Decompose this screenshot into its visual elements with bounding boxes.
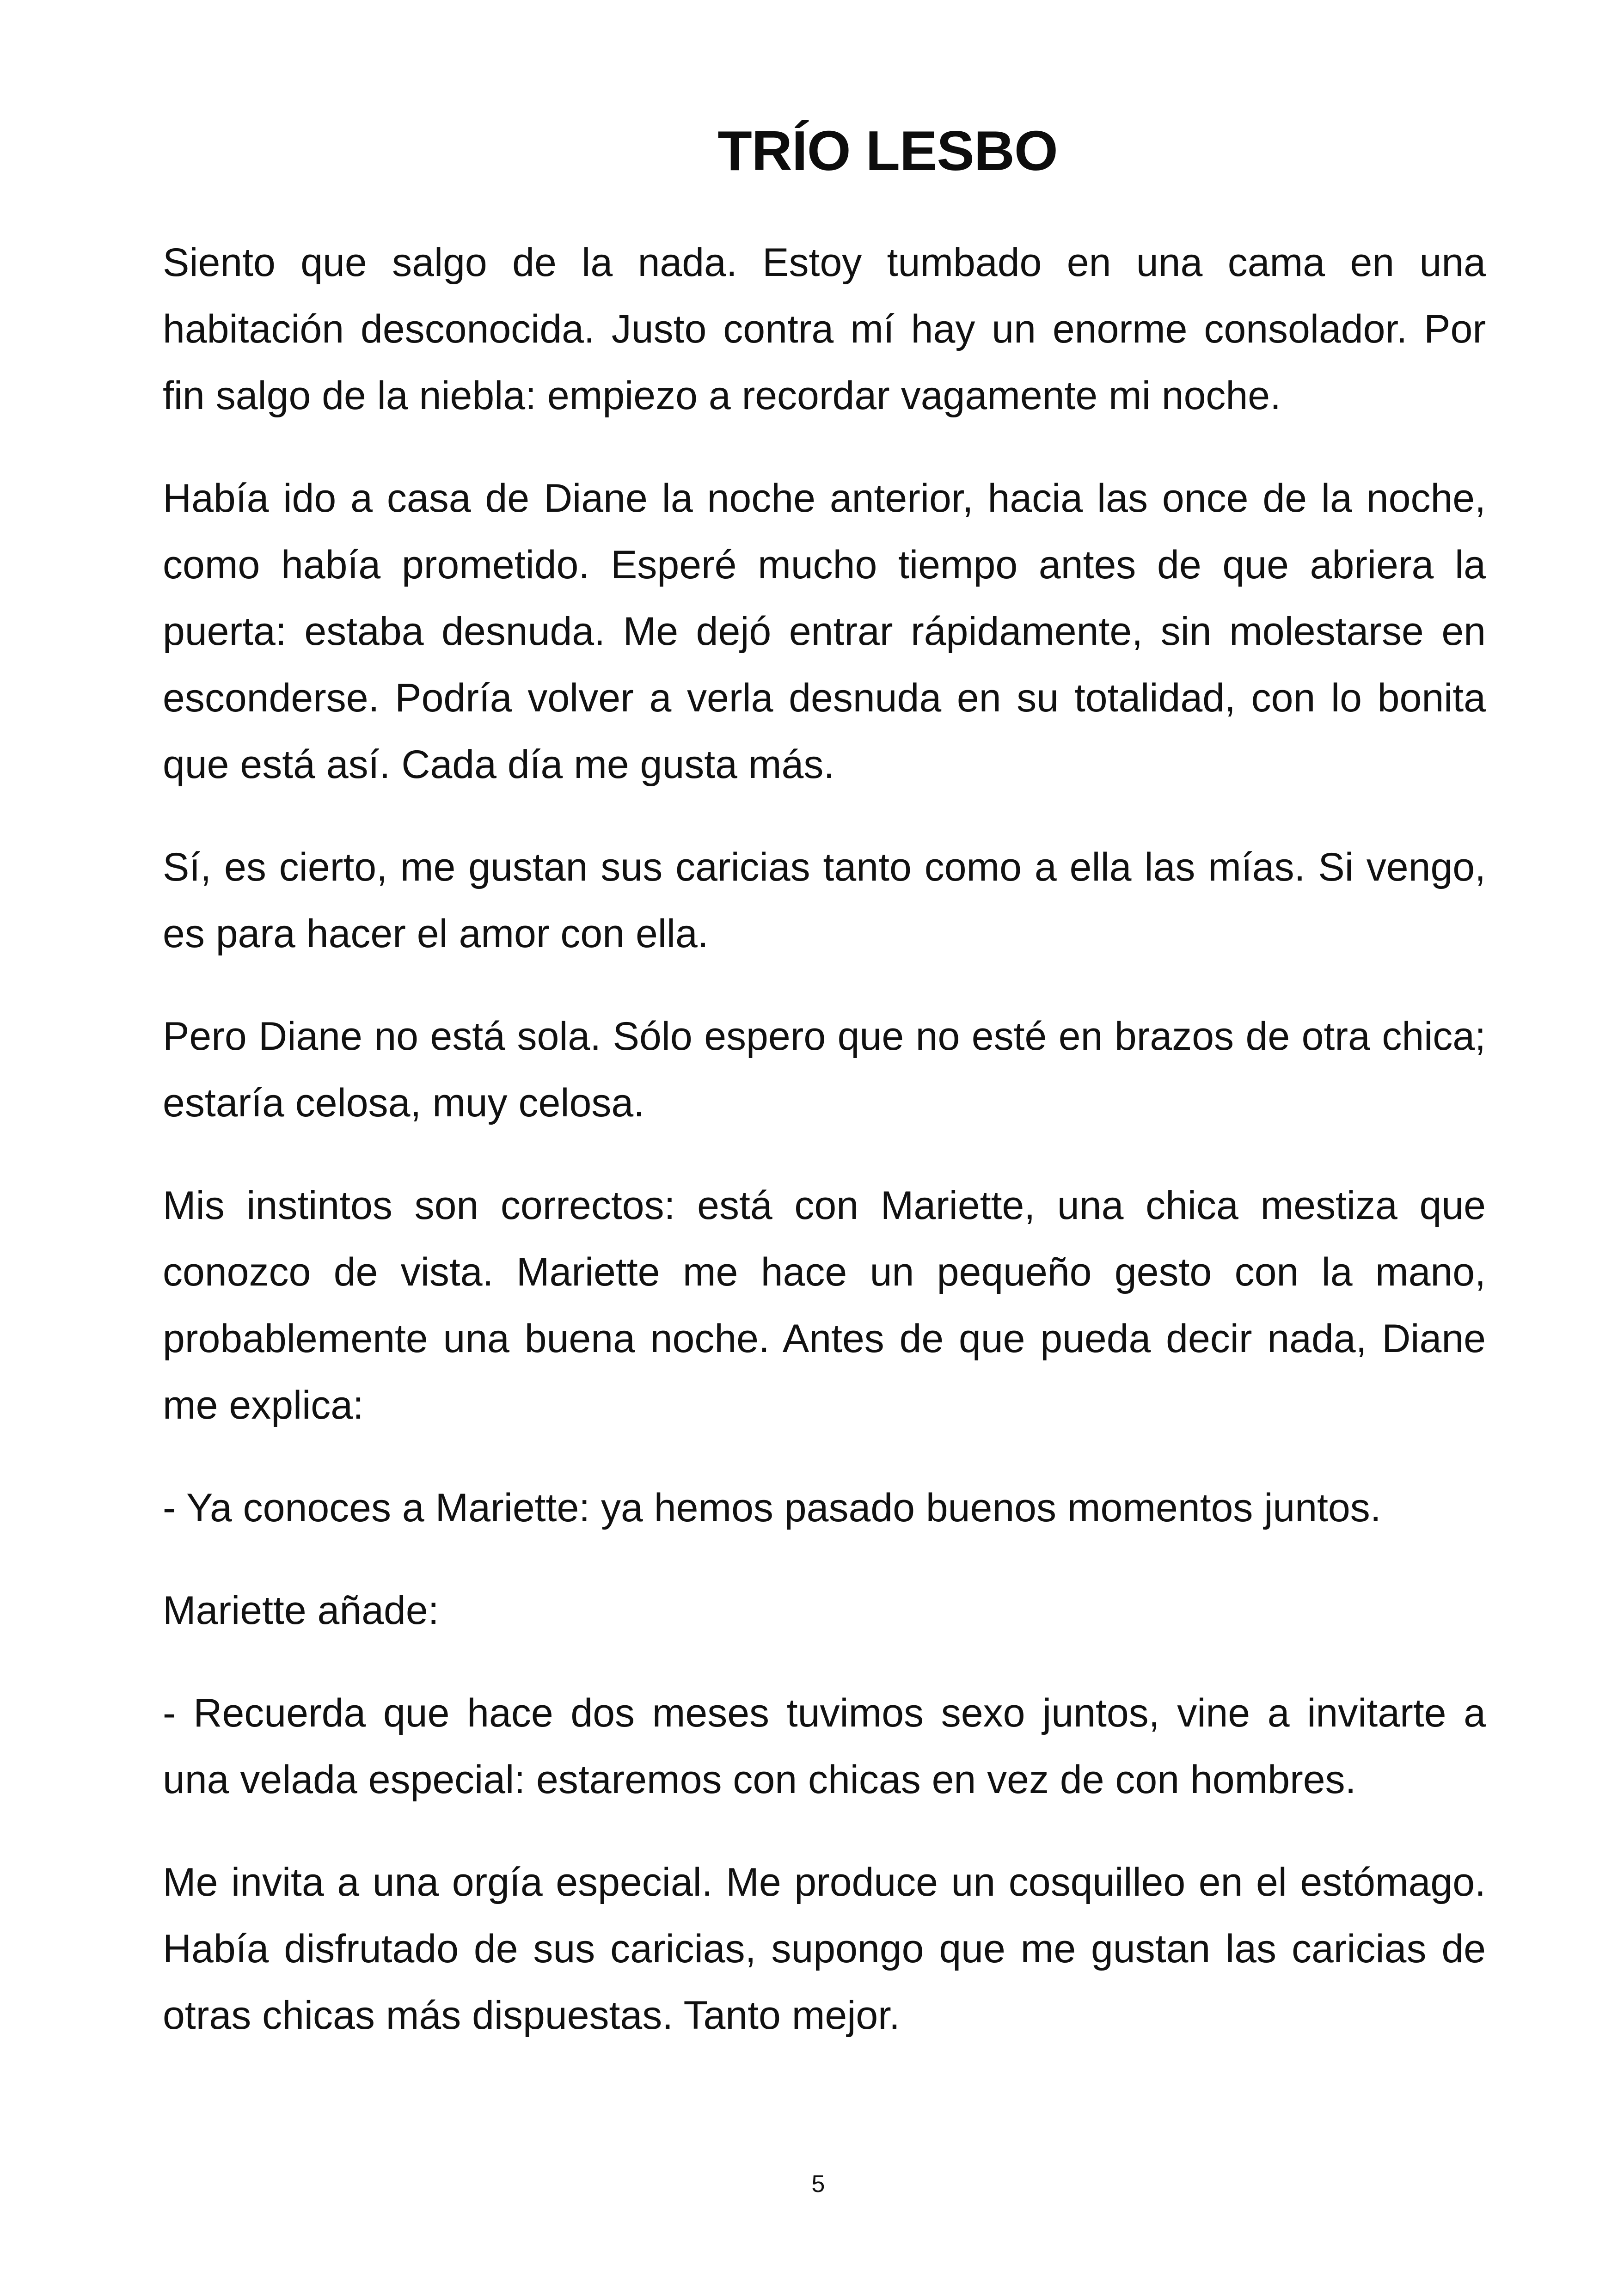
- paragraph: Me invita a una orgía especial. Me produce un cosquilleo en el estómago. Había disfrutado de sus caricias, supongo que me gustan las caricias de otras chicas más dispuestas. Tanto mejor.: [163, 1860, 1486, 2038]
- paragraph: Siento que salgo de la nada. Estoy tumbado en una cama en una habitación desconocida. Justo contra mí hay un enorme consolador. Por fin salgo de la niebla: empiezo a recordar vagamente mi noche.: [163, 240, 1486, 418]
- paragraph: Sí, es cierto, me gustan sus caricias tanto como a ella las mías. Si vengo, es para hacer el amor con ella.: [163, 845, 1486, 956]
- paragraph: Pero Diane no está sola. Sólo espero que no esté en brazos de otra chica; estaría celosa, muy celosa.: [163, 1014, 1486, 1125]
- page-number: 5: [811, 2171, 825, 2198]
- paragraph: Había ido a casa de Diane la noche anterior, hacia las once de la noche, como había prometido. Esperé mucho tiempo antes de que abriera la puerta: estaba desnuda. Me dejó entrar rápidamente, sin molestarse en esconderse. Podría volver a verla desnuda en su totalidad, con lo bonita que está así. Cada día me gusta más.: [163, 476, 1486, 787]
- paragraph: Mariette añade:: [163, 1588, 439, 1633]
- paragraph: Mis instintos son correctos: está con Mariette, una chica mestiza que conozco de vista. Mariette me hace un pequeño gesto con la mano, probablemente una buena noche. Antes de que pueda decir nada, Diane me explica:: [163, 1183, 1486, 1427]
- dialogue-line: - Recuerda que hace dos meses tuvimos sexo juntos, vine a invitarte a una velada especial: estaremos con chicas en vez de con hombres.: [163, 1691, 1486, 1802]
- body-text: [163, 229, 1486, 2049]
- page-title: TRÍO LESBO: [717, 119, 1058, 182]
- dialogue-line: - Ya conoces a Mariette: ya hemos pasado buenos momentos juntos.: [163, 1486, 1381, 1530]
